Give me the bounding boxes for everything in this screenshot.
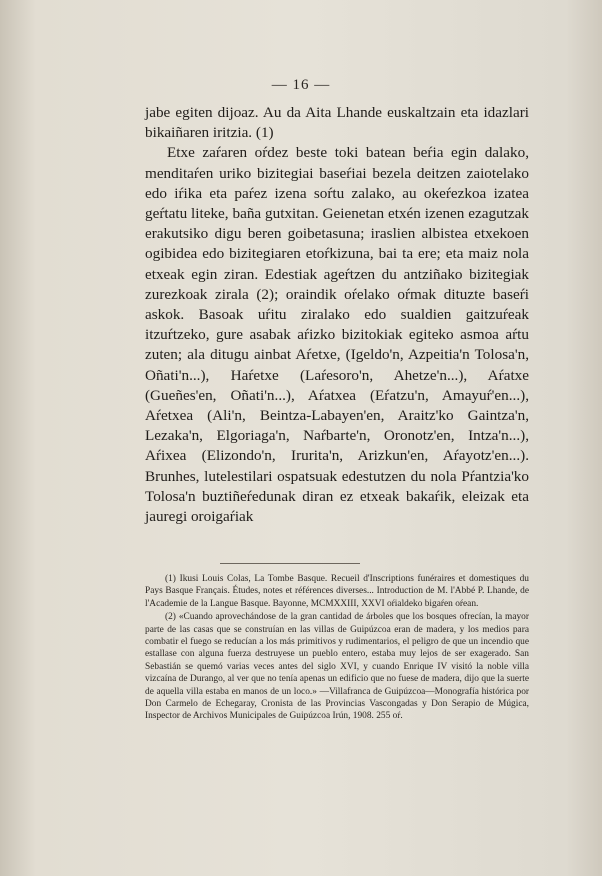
footnotes — [145, 573, 529, 724]
main-text — [145, 103, 529, 527]
footnote-2: (2) «Cuando aprovechándose de la gran cantidad de árboles que los bosques ofrecían, la mayor parte de las casas que se construían en las villas de Guipúzcoa eran de madera, y los medios para combatir el fuego se reducían a los más primitivos y rudimentarios, el peligro de que un incendio que estallase con alguna fuerza destruyese un pueblo entero, estaba muy lejos de ser exagerado. San Sebastián se quemó varias veces antes del siglo XVI, y cuando Enrique IV visitó la noble villa vizcaína de Durango, al ver que no tenía apenas un edificio que no fuese de madera, dijo que la suerte de aquella villa estaba en manos de un loco.» —Villafranca de Guipúzcoa—Monografía histórica por Don Carmelo de Echegaray, Cronista de las Provincias Vascongadas y Don Serapio de Múgica, Inspector de Archivos Municipales de Guipúzcoa Irún, 1908. 255 oŕ. — [145, 612, 529, 722]
paragraph-1: jabe egiten dijoaz. Au da Aita Lhande euskaltzain eta idazlari bikaiñaren iritzia. (1) — [145, 104, 529, 142]
footnote-1: (1) Ikusi Louis Colas, La Tombe Basque. Recueil d'Inscriptions funéraires et domestiques du Pays Basque Français. Études, notes et références diverses... Introduction de M. l'Abbé P. Lhande, de l'Academie de la Langue Basque. Bayonne, MCMXXIII, XXVI oŕialdeko bigaŕen oŕean. — [145, 574, 529, 609]
page-number: — 16 — — [271, 77, 331, 93]
paragraph-2: Etxe zaŕaren oŕdez beste toki batean beŕia egin dalako, menditaŕen uriko bizitegiai baseŕiai bezela deitzen zaiotelako edo iŕika eta paŕez izena soŕtu zalako, au okeŕezkoa izatea geŕtatu liteke, baña gutxitan. Geienetan etxén izenen ezagutzak erakutsiko digu beren goibetasuna; iraslien albistea etxekoen ogibidea edo bizitegiaren etoŕkizuna, bai ta ere; eta maiz nola etxeak egin ziran. Edestiak ageŕtzen du antziñako bizitegiak zurezkoak zirala (2); oraindik oŕelako oŕmak dituzte baseŕi askok. Basoak uŕitu ziralako edo sualdien gaitzuŕeak itzuŕtzeko, gure asabak aŕizko bizitokiak egiteko asmoa aŕtu zuten; ala ditugu ainbat Aŕetxe, (Igeldo'n, Azpeitia'n Tolosa'n, Oñati'n...), Haŕetxe (Laŕesoro'n, Ahetze'n...), Aŕatxe (Gueñes'en, Oñati'n...), Aŕatxea (Eŕatzu'n, Amayuŕ'en...), Aŕetxea (Ali'n, Beintza-Labayen'en, Araitz'ko Gaintza'n, Lezaka'n, Elgoriaga'n, Naŕbarte'n, Oronotz'en, Intza'n...), Aŕixea (Elizondo'n, Irurita'n, Arizkun'en, Aŕayotz'en...). Brunhes, lutelestilari ospatsuak edestutzen du nola Pŕantzia'ko Tolosa'n buztiñeŕedunak diran ez etxeak bakaŕik, eleizak eta jauregi oroigaŕiak — [145, 144, 529, 526]
footnote-divider — [220, 563, 360, 564]
